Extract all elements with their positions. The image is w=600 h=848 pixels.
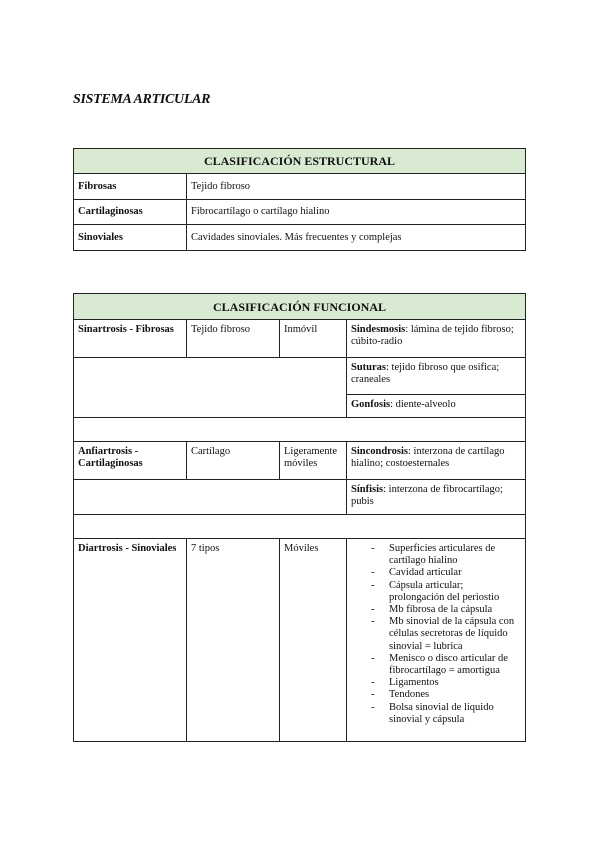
subtype-name: Suturas	[351, 362, 387, 373]
table-row	[74, 200, 526, 225]
table-row	[74, 320, 526, 358]
subtype-desc: : interzona de fibrocartílago; pubis	[351, 484, 503, 507]
empty-cell	[74, 480, 347, 515]
list-item: - Cápsula articular; prolongación del periostio	[351, 580, 521, 604]
spacer-row	[74, 515, 526, 539]
subtype-name: Gonfosis	[351, 399, 391, 410]
table-row	[74, 174, 526, 200]
list-item: - Cavidad articular	[351, 567, 521, 579]
table-header: CLASIFICACIÓN FUNCIONAL	[74, 294, 526, 320]
table-row	[74, 358, 526, 395]
row-label: Cartilaginosas	[78, 206, 143, 217]
list-item: - Tendones	[351, 689, 521, 701]
table-header: CLASIFICACIÓN ESTRUCTURAL	[74, 149, 526, 174]
list-item: - Superficies articulares de cartílago hialino	[351, 543, 521, 567]
joint-type-label: Sinartrosis - Fibrosas	[78, 324, 174, 335]
subtype-name: Sindesmosis	[351, 324, 406, 335]
functional-classification-table	[73, 293, 526, 742]
tissue-cell: Cartílago	[187, 442, 280, 480]
components-list	[351, 543, 521, 726]
row-value: Tejido fibroso	[187, 174, 526, 200]
subtype-cell	[347, 442, 526, 480]
row-label: Sinoviales	[78, 231, 123, 243]
subtype-name: Sincondrosis	[351, 446, 408, 457]
subtype-desc: : diente-alveolo	[390, 399, 456, 410]
subtype-cell	[347, 320, 526, 358]
table-row	[74, 480, 526, 515]
joint-type-label: Anfiartrosis - Cartilaginosas	[78, 446, 143, 469]
tissue-cell: 7 tipos	[187, 539, 280, 742]
row-label: Fibrosas	[78, 180, 117, 192]
subtype-desc: : tejido fibroso que osifica; craneales	[351, 362, 500, 385]
tissue-cell: Tejido fibroso	[187, 320, 280, 358]
list-item: - Ligamentos	[351, 677, 521, 689]
subtype-cell	[347, 395, 526, 418]
list-item: - Menisco o disco articular de fibrocartílago = amortigua	[351, 653, 521, 677]
row-value: Fibrocartílago o cartílago hialino	[187, 200, 526, 225]
empty-cell	[74, 358, 347, 418]
list-item: - Mb fibrosa de la cápsula	[351, 604, 521, 616]
subtype-name: Sínfisis	[351, 484, 384, 495]
table-row	[74, 225, 526, 251]
table-row	[74, 539, 526, 742]
row-value: Cavidades sinoviales. Más frecuentes y complejas	[187, 225, 526, 251]
list-item: - Mb sinovial de la cápsula con células secretoras de líquido sinovial = lubrica	[351, 616, 521, 653]
mobility-cell: Ligeramente móviles	[280, 442, 347, 480]
subtype-desc: : interzona de cartílago hialino; costoesternales	[351, 446, 505, 469]
components-cell	[347, 539, 526, 742]
subtype-desc: : lámina de tejido fibroso; cúbito-radio	[351, 324, 514, 347]
spacer-row	[74, 418, 526, 442]
subtype-cell	[347, 358, 526, 395]
list-item: - Bolsa sinovial de líquido sinovial y cápsula	[351, 702, 521, 726]
mobility-cell: Inmóvil	[280, 320, 347, 358]
mobility-cell: Móviles	[280, 539, 347, 742]
joint-type-label: Diartrosis - Sinoviales	[78, 543, 177, 554]
subtype-cell	[347, 480, 526, 515]
table-row	[74, 442, 526, 480]
structural-classification-table	[73, 148, 526, 251]
page-title: SISTEMA ARTICULAR	[73, 92, 211, 107]
